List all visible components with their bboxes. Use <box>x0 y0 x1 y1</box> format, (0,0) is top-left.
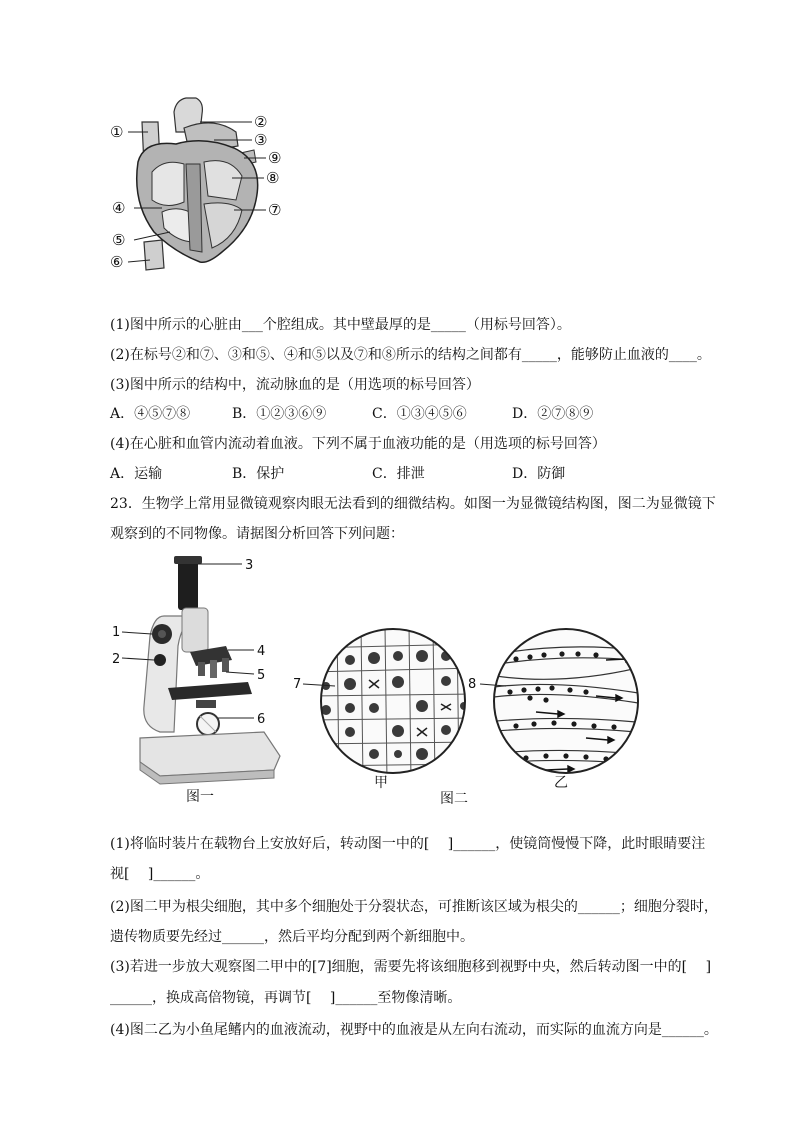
q22-p4-option-d: D．防御 <box>512 466 566 482</box>
q23-part4-line1: (4)图二乙为小鱼尾鳍内的血液流动，视野中的血液是从左向右流动，而实际的血流方向是______。 <box>110 1022 718 1038</box>
q22-p4-option-b: B．保护 <box>232 466 285 482</box>
q23-part1-line1: (1)将临时装片在载物台上安放好后，转动图一中的[ ]______，使镜筒慢慢下降，此时眼睛要注 <box>110 836 706 852</box>
heart-label-1: ① <box>110 123 124 141</box>
scope-label-1: 1 <box>112 625 121 640</box>
root-tip-cells-diagram <box>293 626 478 781</box>
q22-p3-option-b: B．①②③⑥⑨ <box>232 406 327 422</box>
q23-intro-line2: 观察到的不同物像。请据图分析回答下列问题： <box>110 526 404 542</box>
figure2-caption-right: 乙 <box>554 775 568 791</box>
q22-p4-option-a: A．运输 <box>110 466 163 482</box>
q22-p3-option-a: A．④⑤⑦⑧ <box>110 406 191 422</box>
label-8: 8 <box>468 677 477 692</box>
q23-part1-line2: 视[ ]______。 <box>110 866 210 882</box>
label-7: 7 <box>293 677 302 692</box>
q23-part3-line1: (3)若进一步放大观察图二甲中的[7]细胞，需要先将该细胞移到视野中央，然后转动图一中的[ ] <box>110 959 712 975</box>
q22-part2: (2)在标号②和⑦、③和⑤、④和⑤以及⑦和⑧所示的结构之间都有_____，能够防止血液的____。 <box>110 347 711 363</box>
q23-intro-line1: 23．生物学上常用显微镜观察肉眼无法看到的细微结构。如图一为显微镜结构图，图二为显微镜下 <box>110 496 716 512</box>
q22-p3-option-c: C．①③④⑤⑥ <box>372 406 467 422</box>
scope-label-5: 5 <box>257 668 266 683</box>
heart-label-7: ⑦ <box>268 201 282 219</box>
q22-p3-option-d: D．②⑦⑧⑨ <box>512 406 594 422</box>
scope-label-4: 4 <box>257 644 266 659</box>
heart-label-2: ② <box>254 113 268 131</box>
figure2-caption-left: 甲 <box>374 775 388 791</box>
q22-part3: (3)图中所示的结构中，流动脉血的是（用选项的标号回答） <box>110 377 480 393</box>
figure1-caption: 图一 <box>186 789 214 805</box>
q23-part2-line1: (2)图二甲为根尖细胞，其中多个细胞处于分裂状态，可推断该区域为根尖的______；细胞分裂时， <box>110 899 718 915</box>
fish-tail-blood-flow-diagram <box>466 626 651 781</box>
scope-label-3: 3 <box>245 558 254 573</box>
q23-part2-line2: 遗传物质要先经过______，然后平均分配到两个新细胞中。 <box>110 929 474 945</box>
q22-p4-option-c: C．排泄 <box>372 466 425 482</box>
q22-part1: (1)图中所示的心脏由___个腔组成。其中壁最厚的是_____（用标号回答）。 <box>110 317 571 333</box>
heart-label-8: ⑧ <box>266 169 280 187</box>
microscope-diagram <box>104 556 284 806</box>
q23-part3-line2: ______，换成高倍物镜，再调节[ ]______至物像清晰。 <box>110 990 462 1006</box>
heart-label-3: ③ <box>254 131 268 149</box>
heart-label-9: ⑨ <box>268 149 282 167</box>
heart-label-5: ⑤ <box>112 231 126 249</box>
heart-label-4: ④ <box>112 199 126 217</box>
heart-label-6: ⑥ <box>110 253 124 271</box>
scope-label-2: 2 <box>112 652 121 667</box>
heart-diagram <box>104 92 304 272</box>
figure2-caption: 图二 <box>440 791 468 807</box>
q22-part4: (4)在心脏和血管内流动着血液。下列不属于血液功能的是（用选项的标号回答） <box>110 436 606 452</box>
scope-label-6: 6 <box>257 712 266 727</box>
